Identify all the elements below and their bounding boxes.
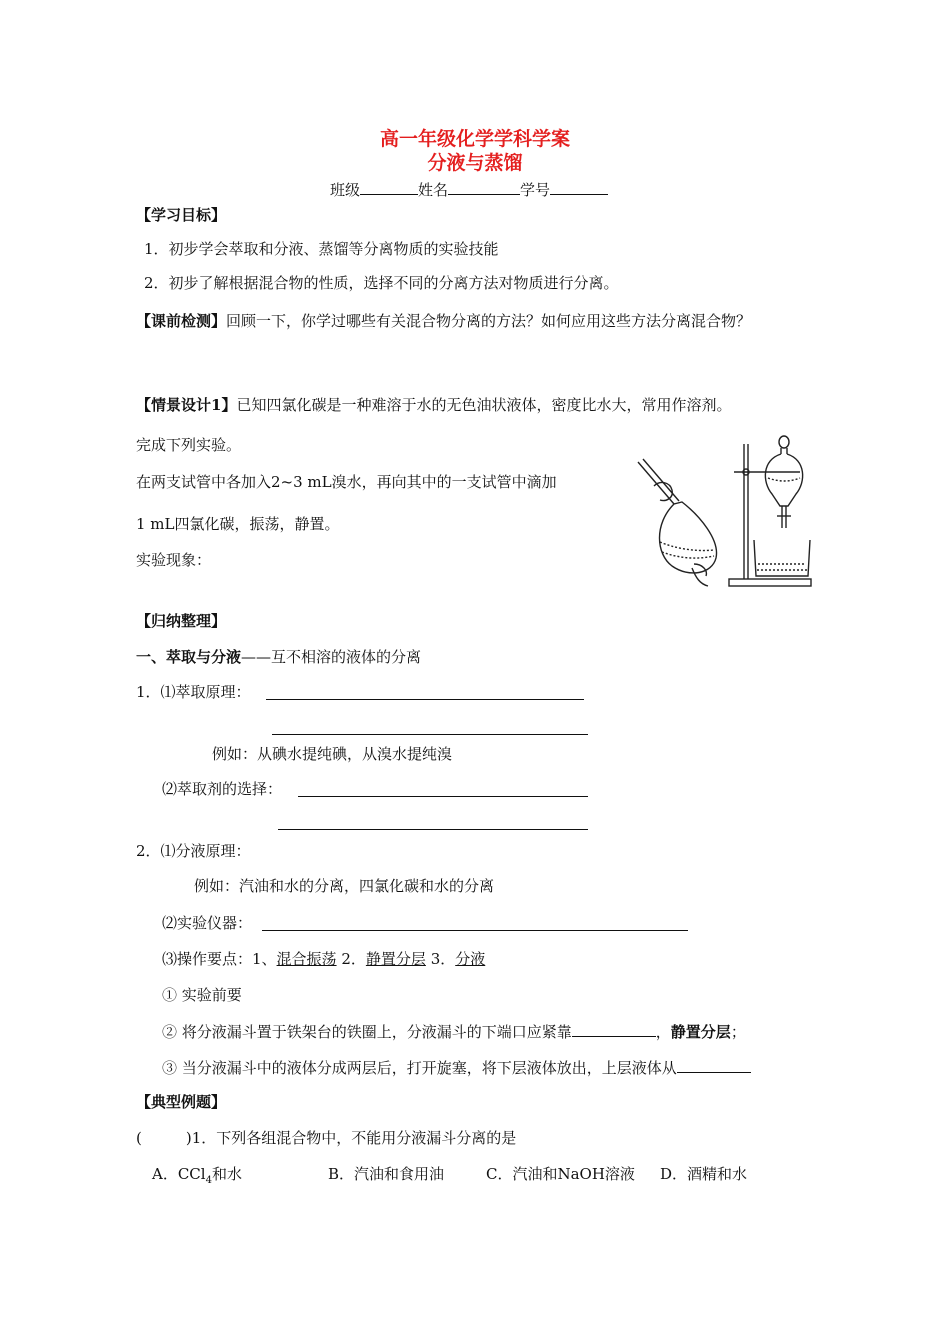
name-label: 姓名 xyxy=(418,181,449,199)
answer-line[interactable] xyxy=(266,699,584,700)
step2-prefix: 2． xyxy=(341,950,366,968)
name-field[interactable] xyxy=(448,180,520,195)
section1-rest: ——互不相溶的液体的分离 xyxy=(241,648,422,666)
question-1 xyxy=(136,1129,516,1147)
option-d: D．酒精和水 xyxy=(660,1165,748,1183)
procedure-text: ③ 当分液漏斗中的液体分成两层后，打开旋塞，将下层液体放出，上层液体从 xyxy=(162,1059,677,1077)
separatory-funnel-illustration xyxy=(634,424,816,590)
option-c: C．汽油和NaOH溶液 xyxy=(486,1165,635,1183)
procedure-text: ② 将分液漏斗置于铁架台的铁圈上，分液漏斗的下端口应紧靠 xyxy=(162,1023,572,1041)
answer-paren-close: ) xyxy=(185,1129,192,1147)
step-shake: 混合振荡 xyxy=(276,950,337,968)
precheck-heading: 【课前检测】 xyxy=(136,312,227,330)
separation-principle-label: 2．⑴分液原理： xyxy=(136,842,251,860)
extraction-example: 例如：从碘水提纯碘，从溴水提纯溴 xyxy=(212,745,453,763)
precheck-paragraph xyxy=(136,312,751,330)
scenario-heading: 【情景设计1】 xyxy=(136,396,237,414)
answer-blank[interactable] xyxy=(677,1058,751,1073)
step-settle: 静置分层 xyxy=(365,950,426,968)
answer-line[interactable] xyxy=(262,930,688,931)
separation-example: 例如：汽油和水的分离，四氯化碳和水的分离 xyxy=(194,877,495,895)
summary-heading: 【归纳整理】 xyxy=(136,612,227,630)
objective-item: 2．初步了解根据混合物的性质，选择不同的分离方法对物质进行分离。 xyxy=(144,274,619,292)
answer-paren-open: ( xyxy=(136,1129,142,1147)
answer-blank[interactable] xyxy=(572,1022,656,1037)
option-a-text: A．CCl xyxy=(152,1165,206,1183)
id-label: 学号 xyxy=(520,181,551,199)
option-b: B．汽油和食用油 xyxy=(328,1165,445,1183)
id-field[interactable] xyxy=(550,180,608,195)
scenario-paragraph xyxy=(136,396,731,414)
scenario-line: 在两支试管中各加入2~3 mL溴水，再向其中的一支试管中滴加 xyxy=(136,473,557,491)
page-subtitle: 分液与蒸馏 xyxy=(427,152,523,174)
question-text: 1．下列各组混合物中，不能用分液漏斗分离的是 xyxy=(191,1129,517,1147)
operation-points xyxy=(162,950,485,968)
procedure-bold: 静置分层 xyxy=(670,1023,731,1041)
answer-line[interactable] xyxy=(272,734,588,735)
section1-title xyxy=(136,648,421,666)
procedure-step: ② 将分液漏斗置于铁架台的铁圈上，分液漏斗的下端口应紧靠 ，静置分层； xyxy=(162,1023,746,1041)
procedure-step: ① 实验前要 xyxy=(162,986,242,1004)
answer-line[interactable] xyxy=(298,796,588,797)
class-field[interactable] xyxy=(360,180,418,195)
solvent-selection-label: ⑵萃取剂的选择： xyxy=(162,780,283,798)
extraction-principle-label: 1．⑴萃取原理： xyxy=(136,683,251,701)
class-label: 班级 xyxy=(330,181,361,199)
objective-item: 1．初步学会萃取和分液、蒸馏等分离物质的实验技能 xyxy=(144,240,499,258)
instrument-label: ⑵实验仪器： xyxy=(162,914,253,932)
section1-bold: 一、萃取与分液 xyxy=(136,648,242,666)
step-separate: 分液 xyxy=(455,950,486,968)
scenario-line: 完成下列实验。 xyxy=(136,436,242,454)
scenario-line: 实验现象： xyxy=(136,551,212,569)
scenario-line: 1 mL四氯化碳，振荡，静置。 xyxy=(136,515,340,533)
scenario-text: 已知四氯化碳是一种难溶于水的无色油状液体，密度比水大，常用作溶剂。 xyxy=(236,396,732,414)
page-title: 高一年级化学学科学案 xyxy=(379,128,570,150)
step3-prefix: 3． xyxy=(430,950,456,968)
option-a xyxy=(152,1165,242,1187)
student-info-row xyxy=(330,180,608,199)
objectives-heading: 【学习目标】 xyxy=(136,206,227,224)
subscript: 4 xyxy=(205,1175,212,1186)
option-a-rest: 和水 xyxy=(211,1165,242,1183)
precheck-text: 回顾一下，你学过哪些有关混合物分离的方法？如何应用这些方法分离混合物？ xyxy=(226,312,752,330)
operation-prefix: ⑶操作要点：1、 xyxy=(162,950,277,968)
procedure-step xyxy=(162,1058,751,1077)
examples-heading: 【典型例题】 xyxy=(136,1093,227,1111)
answer-line[interactable] xyxy=(278,829,588,830)
